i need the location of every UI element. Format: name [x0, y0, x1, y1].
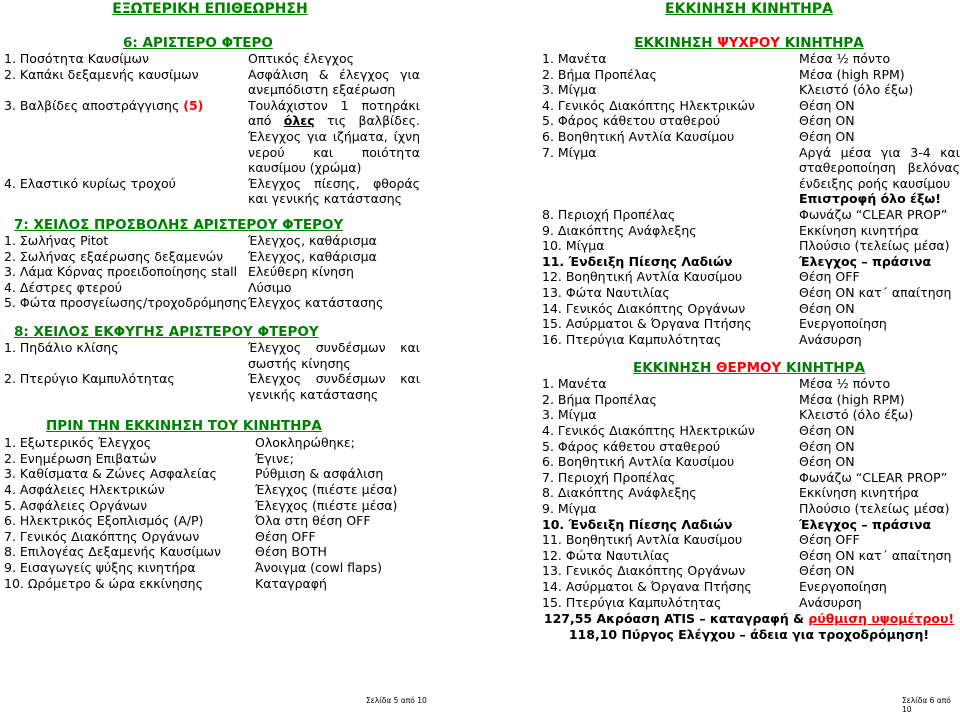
cold-start-list [538, 51, 960, 347]
list-item: 4. Ασφάλειες Ηλεκτρικών Έλεγχος (πιέστε μέσα) [4, 482, 398, 498]
list-item: 5. Φώτα προσγείωσης/τροχοδρόμησης Έλεγχος κατάστασης [4, 295, 384, 311]
atis-note: 127,55 Ακρόαση ATIS – καταγραφή & ρύθμιση υψομέτρου! [543, 611, 955, 627]
list-item: 13. Γενικός Διακόπτης Οργάνων Θέση ON [542, 563, 855, 579]
section-8-list [0, 340, 420, 402]
cold-start-title: ΕΚΚΙΝΗΣΗ ΨΥΧΡΟΥ ΚΙΝΗΤΗΡΑ [634, 35, 864, 51]
list-item: 14. Γενικός Διακόπτης Οργάνων Θέση ON [542, 300, 855, 316]
list-item: 3. Λάμα Κόρνας προειδοποίησης stall Ελεύθερη κίνηση [4, 264, 354, 280]
item-label: 3. Βαλβίδες αποστράγγισης (5) [4, 97, 204, 113]
list-item: 14. Ασύρματοι & Όργανα Πτήσης Ενεργοποίηση [542, 579, 887, 594]
list-item: 10. Ένδειξη Πίεσης Λαδιών Έλεγχος – πράσινα [542, 516, 932, 532]
list-item: 1. Εξωτερικός Έλεγχος Ολοκληρώθηκε; [4, 435, 355, 451]
list-item: 8. Περιοχή Προπέλας Φωνάζω “CLEAR PROP” [542, 206, 948, 222]
list-item: 9. Διακόπτης Ανάφλεξης Εκκίνηση κινητήρα [542, 222, 919, 238]
list-item: 4. Γενικός Διακόπτης Ηλεκτρικών Θέση ON [542, 423, 855, 439]
list-item: 2. Βήμα Προπέλας Μέσα (high RPM) [542, 66, 905, 82]
before-start-list [0, 435, 420, 591]
right-page [538, 0, 960, 642]
list-item: 2. Ενημέρωση Επιβατών Έγινε; [4, 450, 294, 466]
list-item: 4. Γενικός Διακόπτης Ηλεκτρικών Θέση ON [542, 97, 855, 113]
list-item: 11. Βοηθητική Αντλία Καυσίμου Θέση OFF [542, 532, 860, 548]
list-item: 11. Ένδειξη Πίεσης Λαδιών Έλεγχος – πράσινα [542, 253, 932, 269]
list-item [4, 176, 420, 207]
list-item: 2. Σωλήνας εξαέρωσης δεξαμενών Έλεγχος, καθάρισμα [4, 248, 377, 264]
list-item: 12. Βοηθητική Αντλία Καυσίμου Θέση OFF [542, 269, 860, 285]
list-item: 10. Μίγμα Πλούσιο (τελείως μέσα) [542, 238, 950, 254]
list-item: 1. Μανέτα Μέσα ½ πόντο [542, 51, 891, 66]
list-item [4, 51, 420, 67]
list-item: 10. Ωρόμετρο & ώρα εκκίνησης Καταγραφή [4, 575, 327, 591]
item-action: Έλεγχος πίεσης, φθοράς και γενικής κατάστασης [248, 175, 420, 207]
item-label: 1. Ποσότητα Καυσίμων [4, 51, 149, 66]
list-item: 8. Επιλογέας Δεξαμενής Καυσίμων Θέση ΒΟΤΗ [4, 544, 327, 560]
section-6-title: 6: ΑΡΙΣΤΕΡΟ ΦΤΕΡΟ [123, 35, 273, 51]
list-item: 6. Ηλεκτρικός Εξοπλισμός (Α/Ρ) Όλα στη θέση OFF [4, 513, 371, 529]
list-item: 1. Σωλήνας Pitot Έλεγχος, καθάρισμα [4, 232, 377, 248]
list-item: 9. Μίγμα Πλούσιο (τελείως μέσα) [542, 501, 950, 517]
list-item: 5. Φάρος κάθετου σταθερού Θέση ON [542, 438, 855, 454]
list-item: 15. Πτερύγια Καμπυλότητας Ανάσυρση [542, 594, 862, 610]
list-item: 7. Περιοχή Προπέλας Φωνάζω “CLEAR PROP” [542, 469, 948, 485]
list-item: 3. Καθίσματα & Ζώνες Ασφαλείας Ρύθμιση & ασφάλιση [4, 466, 384, 482]
left-page-footer: Σελίδα 5 από 10 [366, 696, 427, 705]
section-6-list [0, 51, 420, 207]
list-item: 7. Μίγμα Αργά μέσα για 3-4 και σταθεροποίηση βελόνας ένδειξης ροής καυσίμου Επιστροφή όλο έξω! [542, 144, 960, 207]
left-page [0, 0, 420, 591]
list-item [4, 98, 420, 176]
list-item: 4. Δέστρες φτερού Λύσιμο [4, 279, 292, 295]
right-page-footer: Σελίδα 6 από 10 [902, 696, 951, 714]
warm-start-title: ΕΚΚΙΝΗΣΗ ΘΕΡΜΟΥ ΚΙΝΗΤΗΡΑ [633, 360, 865, 377]
list-item [4, 67, 420, 98]
list-item: 13. Φώτα Ναυτιλίας Θέση ON κατ΄ απαίτηση [542, 284, 952, 300]
section-8-title: 8: ΧΕΙΛΟΣ ΕΚΦΥΓΗΣ ΑΡΙΣΤΕΡΟΥ ΦΤΕΡΟΥ [14, 323, 319, 340]
list-item: 7. Γενικός Διακόπτης Οργάνων Θέση OFF [4, 528, 316, 544]
list-item: 8. Διακόπτης Ανάφλεξης Εκκίνηση κινητήρα [542, 485, 919, 501]
list-item: 9. Εισαγωγείς ψύξης κινητήρα Άνοιγμα (cowl flaps) [4, 560, 383, 576]
left-page-header: ΕΞΩΤΕΡΙΚΗ ΕΠΙΘΕΩΡΗΣΗ [112, 1, 308, 17]
section-7-list [0, 233, 420, 311]
section-7-title: 7: ΧΕΙΛΟΣ ΠΡΟΣΒΟΛΗΣ ΑΡΙΣΤΕΡΟΥ ΦΤΕΡΟΥ [14, 216, 344, 233]
item-label: 2. Καπάκι δεξαμενής καυσίμων [4, 66, 199, 82]
item-label: 4. Ελαστικό κυρίως τροχού [4, 175, 176, 191]
list-item: 6. Βοηθητική Αντλία Καυσίμου Θέση ON [542, 128, 855, 144]
right-page-header: ΕΚΚΙΝΗΣΗ ΚΙΝΗΤΗΡΑ [665, 1, 833, 17]
before-start-title: ΠΡΙΝ ΤΗΝ ΕΚΚΙΝΗΣΗ ΤΟΥ ΚΙΝΗΤΗΡΑ [46, 418, 322, 435]
list-item: 3. Μίγμα Κλειστό (όλο έξω) [542, 407, 914, 423]
item-action: Ασφάλιση & έλεγχος για ανεμπόδιστη εξαέρωση [248, 66, 420, 98]
list-item: 1. Πηδάλιο κλίσης Έλεγχος συνδέσμων και σωστής κίνησης [4, 339, 420, 371]
list-item: 6. Βοηθητική Αντλία Καυσίμου Θέση ON [542, 454, 855, 470]
list-item: 2. Βήμα Προπέλας Μέσα (high RPM) [542, 391, 905, 407]
list-item: 5. Ασφάλειες Οργάνων Έλεγχος (πιέστε μέσα) [4, 497, 398, 513]
list-item: 16. Πτερύγια Καμπυλότητας Ανάσυρση [542, 331, 862, 347]
warm-start-list [538, 376, 960, 610]
list-item: 1. Μανέτα Μέσα ½ πόντο [542, 376, 891, 392]
list-item: 5. Φάρος κάθετου σταθερού Θέση ON [542, 113, 855, 129]
tower-note: 118,10 Πύργος Ελέγχου – άδεια για τροχοδρόμηση! [568, 626, 930, 642]
list-item: 2. Πτερύγιο Καμπυλότητας Έλεγχος συνδέσμων και γενικής κατάστασης [4, 371, 420, 402]
list-item: 12. Φώτα Ναυτιλίας Θέση ON κατ΄ απαίτηση [542, 547, 952, 563]
item-action: Τουλάχιστον 1 ποτηράκι από όλες τις βαλβίδες. Έλεγχος για ιζήματα, ίχνη νερού και ποιότητα καυσίμου (χρώμα) [248, 97, 421, 176]
list-item: 3. Μίγμα Κλειστό (όλο έξω) [542, 82, 914, 98]
item-action: Οπτικός έλεγχος [248, 51, 354, 66]
list-item: 15. Ασύρματοι & Όργανα Πτήσης Ενεργοποίηση [542, 316, 887, 332]
